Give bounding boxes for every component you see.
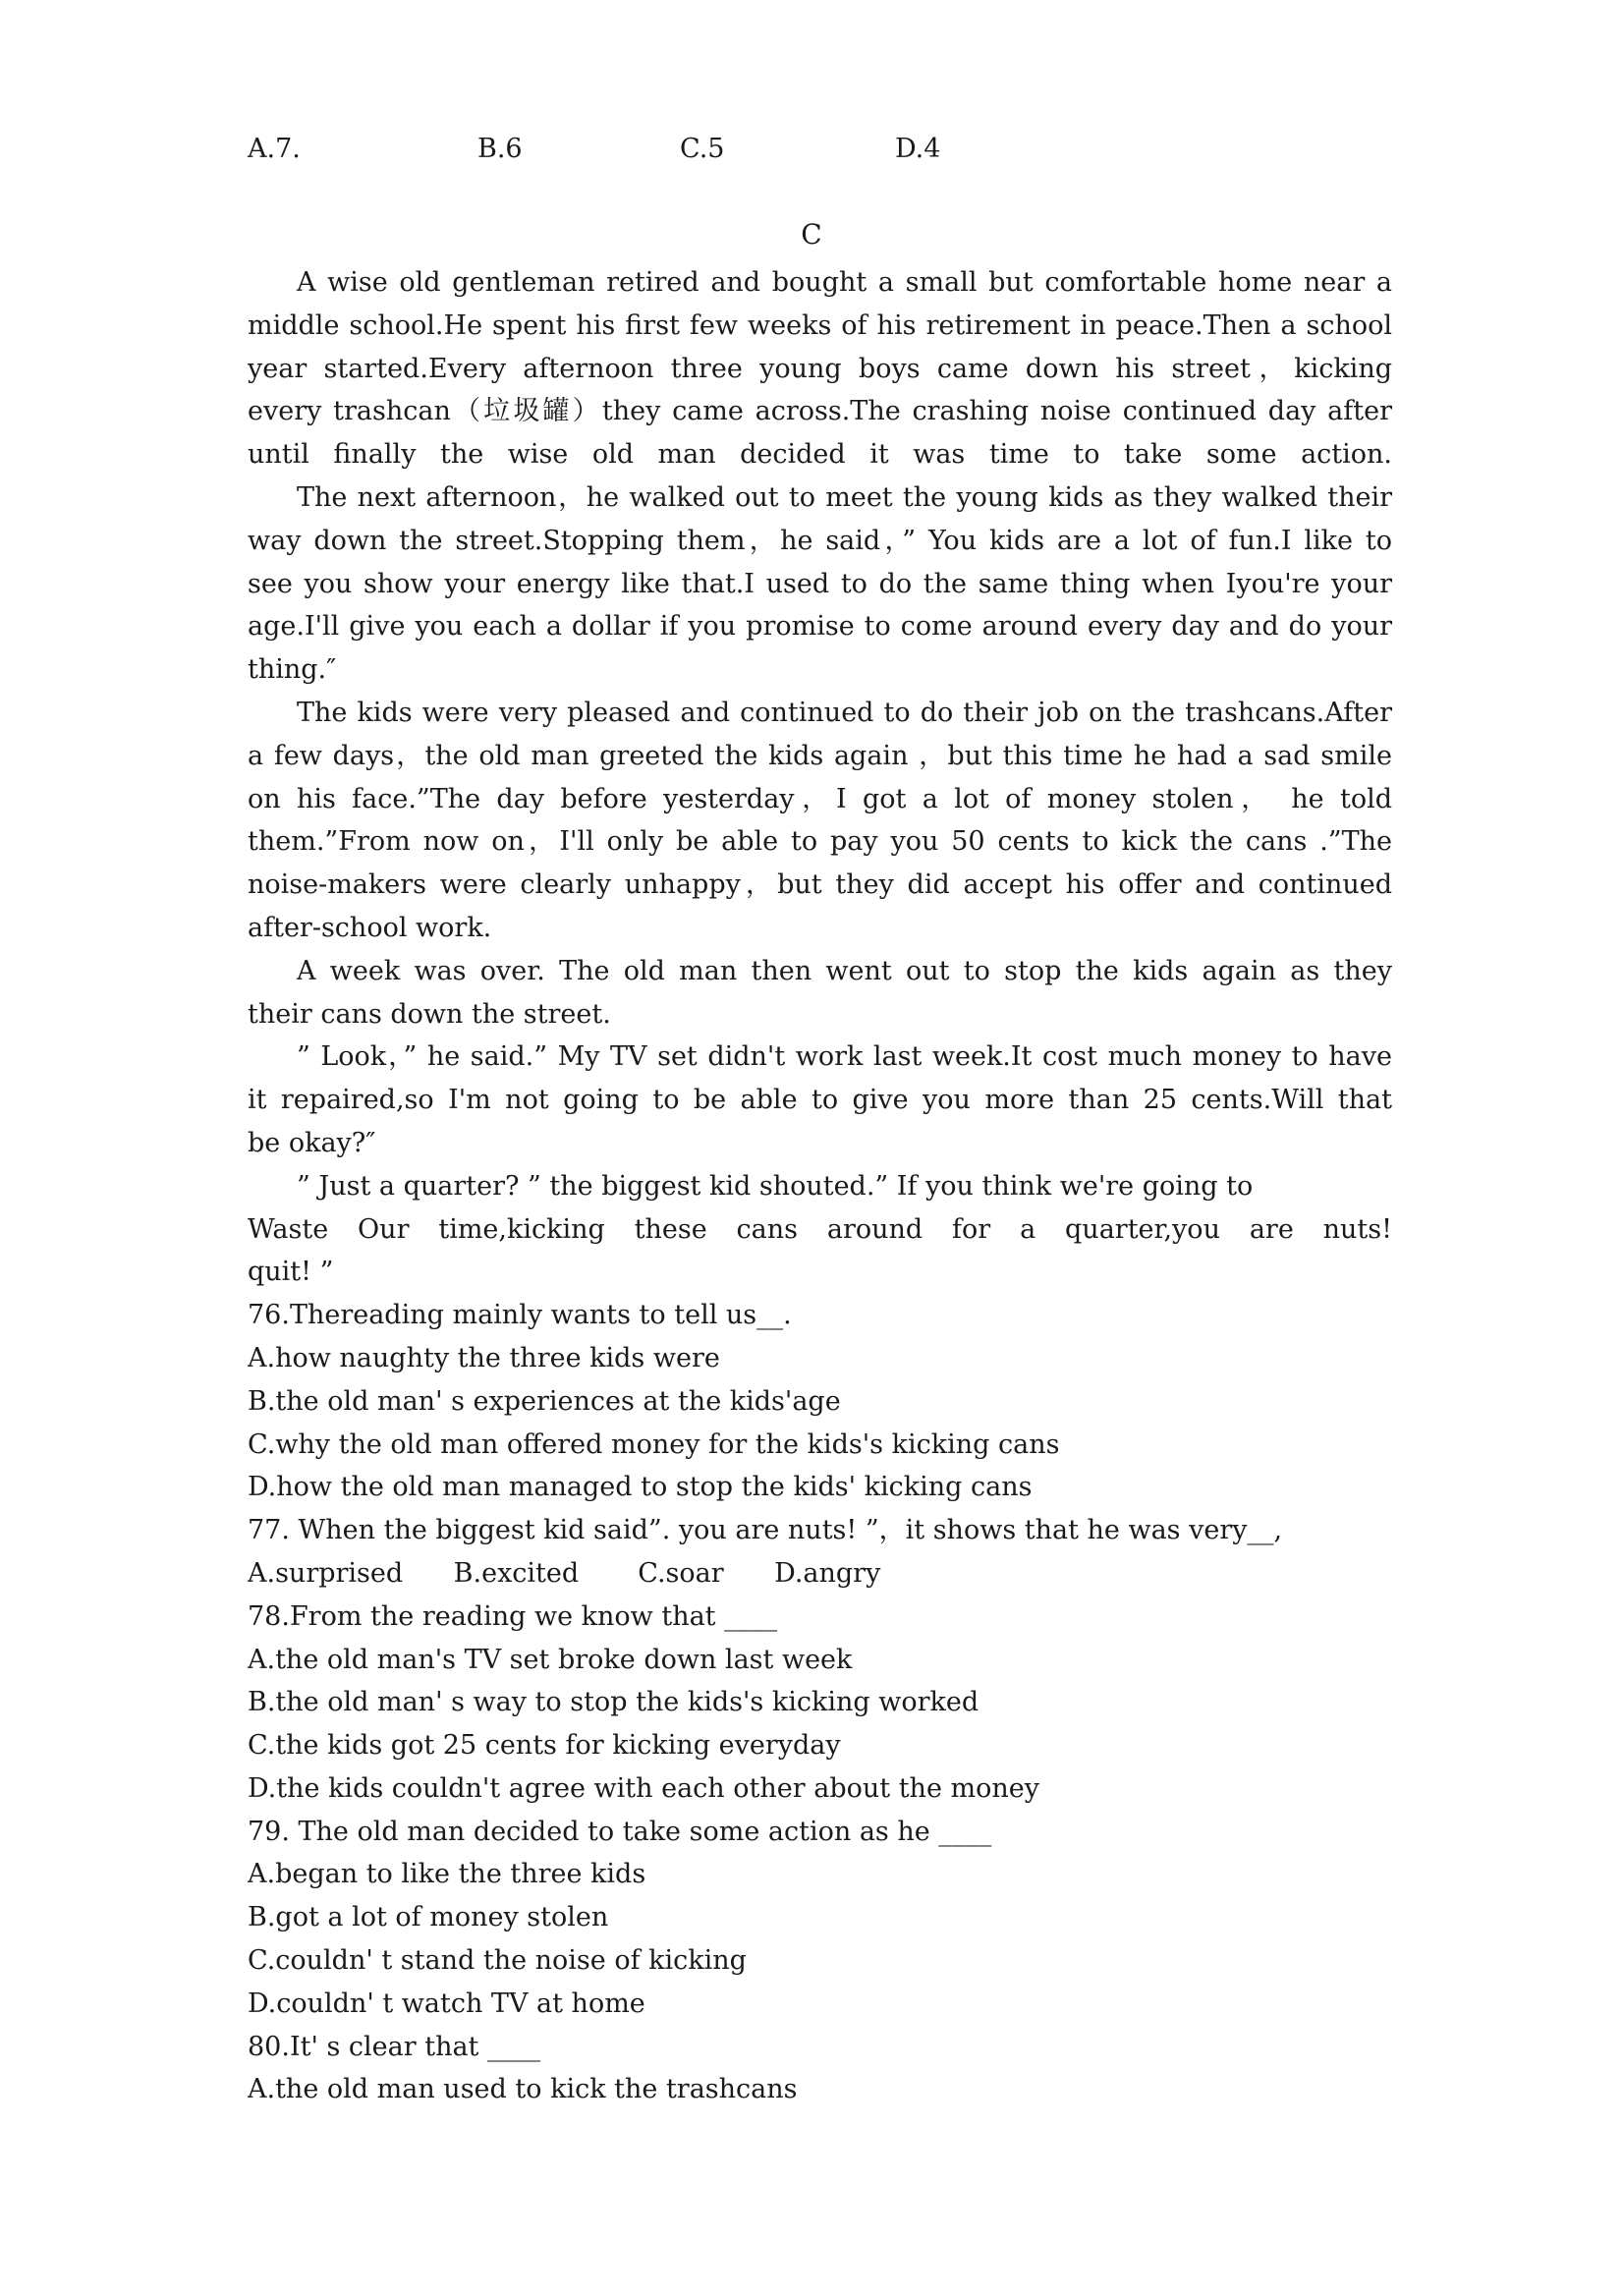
- question-stem: 76.Thereading mainly wants to tell us__.: [248, 1300, 792, 1331]
- answer-option: C.why the old man offered money for the kids's kicking cans: [248, 1428, 1060, 1460]
- reading-content: [248, 261, 1392, 2111]
- option-d: D.4: [895, 134, 941, 164]
- question-stem: 79. The old man decided to take some action as he ____: [248, 1816, 992, 1847]
- passage-line: their cans down the street.: [248, 998, 611, 1030]
- passage-line: thing.″: [248, 654, 337, 686]
- passage-line: year started.Every afternoon three young boys came down his street，kicking: [248, 353, 1392, 384]
- question-stem: 77. When the biggest kid said”. you are nuts! ”，it shows that he was very__,: [248, 1515, 1283, 1546]
- passage-line: a few days，the old man greeted the kids again ，but this time he had a sad smile: [248, 740, 1392, 771]
- answer-option: B.the old man' s way to stop the kids's kicking worked: [248, 1687, 979, 1718]
- answer-option: B.got a lot of money stolen: [248, 1902, 609, 1933]
- passage-line: it repaired,so I'm not going to be able to give you more than 25 cents.Will that: [248, 1085, 1392, 1116]
- passage-line: every trashcan（垃圾罐）they came across.The crashing noise continued day after: [248, 396, 1392, 427]
- passage-line: age.I'll give you each a dollar if you promise to come around every day and do your: [248, 611, 1392, 643]
- answer-option: A.how naughty the three kids were: [248, 1342, 720, 1373]
- answer-option: D.the kids couldn't agree with each other about the money: [248, 1772, 1039, 1804]
- passage-line: ” Just a quarter? ” the biggest kid shouted.” If you think we're going to: [297, 1170, 1254, 1202]
- passage-line: The kids were very pleased and continued to do their job on the trashcans.After: [297, 697, 1392, 728]
- passage-line: on his face.”The day before yesterday，I got a lot of money stolen， he told: [248, 783, 1392, 814]
- passage-line: until finally the wise old man decided it was time to take some action.: [248, 439, 1392, 471]
- passage-line: after-school work.: [248, 912, 492, 943]
- passage-line: middle school.He spent his first few weeks of his retirement in peace.Then a school: [248, 309, 1392, 341]
- passage-line: A week was over. The old man then went out to stop the kids again as they: [297, 955, 1392, 986]
- passage: [248, 261, 1392, 1294]
- answer-option: D.how the old man managed to stop the kids' kicking cans: [248, 1472, 1033, 1503]
- section-title: C: [801, 218, 822, 251]
- passage-line: The next afternoon，he walked out to meet the young kids as they walked their: [297, 481, 1392, 513]
- answer-option: C.the kids got 25 cents for kicking everyday: [248, 1730, 841, 1762]
- questions: [248, 1294, 1392, 2111]
- answer-option: A.the old man's TV set broke down last week: [248, 1644, 853, 1675]
- passage-line: way down the street.Stopping them，he said，” You kids are a lot of fun.I like to: [248, 525, 1392, 556]
- answer-option: A.began to like the three kids: [248, 1859, 646, 1890]
- option-a: A.7.: [248, 134, 301, 164]
- answer-option: A.surprised B.excited C.soar D.angry: [248, 1557, 881, 1589]
- passage-line: be okay?″: [248, 1127, 376, 1158]
- answer-option: A.the old man used to kick the trashcans: [248, 2074, 798, 2105]
- passage-line: A wise old gentleman retired and bought a small but comfortable home near a: [297, 267, 1392, 298]
- passage-line: Waste Our time,kicking these cans around for a quarter,you are nuts!: [248, 1213, 1392, 1245]
- previous-question-options: [248, 134, 1427, 173]
- answer-option: B.the old man' s experiences at the kids'age: [248, 1385, 841, 1417]
- question-stem: 80.It' s clear that ____: [248, 2031, 540, 2062]
- passage-line: ” Look，” he said.” My TV set didn't work last week.It cost much money to have: [297, 1041, 1392, 1073]
- answer-option: D.couldn' t watch TV at home: [248, 1988, 645, 2019]
- passage-line: quit! ”: [248, 1257, 334, 1288]
- passage-line: see you show your energy like that.I used to do the same thing when Iyou're your: [248, 568, 1392, 599]
- passage-line: them.”From now on，I'll only be able to pay you 50 cents to kick the cans .”The: [248, 826, 1392, 858]
- option-c: C.5: [680, 134, 725, 164]
- answer-option: C.couldn' t stand the noise of kicking: [248, 1945, 747, 1977]
- option-b: B.6: [477, 134, 523, 164]
- question-stem: 78.From the reading we know that ____: [248, 1600, 778, 1632]
- passage-line: noise-makers were clearly unhappy，but they did accept his offer and continued: [248, 869, 1392, 901]
